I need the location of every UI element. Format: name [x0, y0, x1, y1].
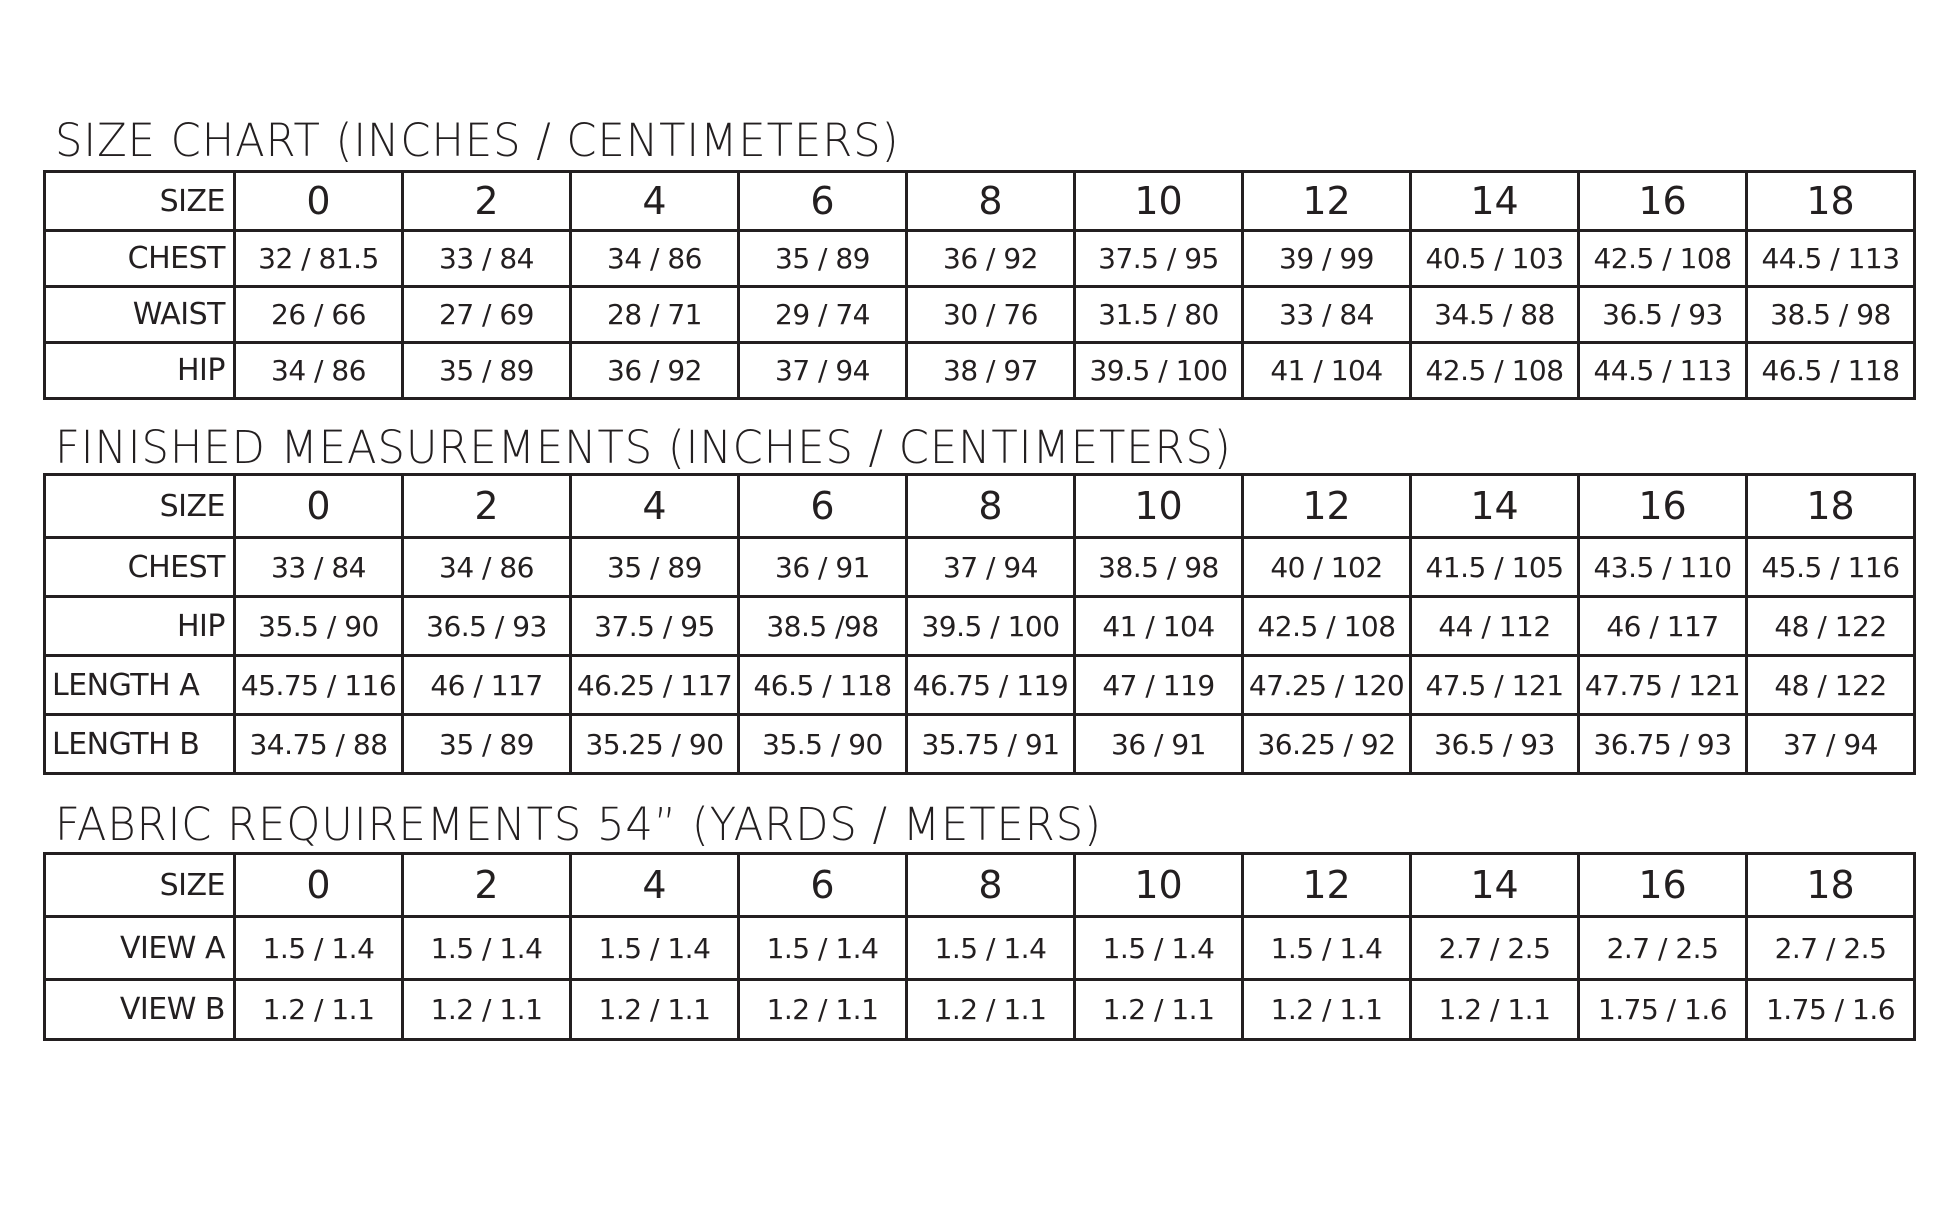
- size-header-cell: 0: [235, 172, 403, 231]
- table-row: [45, 980, 1915, 1040]
- table-cell: 38.5 /98: [739, 597, 907, 656]
- table-cell: 47.75 / 121: [1579, 656, 1747, 715]
- table-cell: 33 / 84: [403, 231, 571, 287]
- table-cell: 30 / 76: [907, 287, 1075, 343]
- table-cell: 36 / 91: [1075, 715, 1243, 774]
- table-cell: 39.5 / 100: [1075, 343, 1243, 399]
- table-cell: 36.25 / 92: [1243, 715, 1411, 774]
- size-header-label: SIZE: [45, 854, 235, 917]
- size-header-cell: 8: [907, 172, 1075, 231]
- size-chart-header-row: [45, 172, 1915, 231]
- table-cell: 38.5 / 98: [1747, 287, 1915, 343]
- table-cell: 45.5 / 116: [1747, 538, 1915, 597]
- table-cell: 1.75 / 1.6: [1747, 980, 1915, 1040]
- table-cell: 35 / 89: [739, 231, 907, 287]
- table-cell: 34.5 / 88: [1411, 287, 1579, 343]
- size-header-cell: 6: [739, 854, 907, 917]
- table-cell: 47 / 119: [1075, 656, 1243, 715]
- table-cell: 42.5 / 108: [1411, 343, 1579, 399]
- table-cell: 37 / 94: [1747, 715, 1915, 774]
- size-header-cell: 4: [571, 854, 739, 917]
- table-cell: 39 / 99: [1243, 231, 1411, 287]
- table-cell: 46.75 / 119: [907, 656, 1075, 715]
- table-row: [45, 343, 1915, 399]
- row-label-hip: HIP: [45, 343, 235, 399]
- size-chart-title: SIZE CHART (INCHES / CENTIMETERS): [55, 114, 900, 167]
- table-cell: 43.5 / 110: [1579, 538, 1747, 597]
- table-cell: 35.5 / 90: [235, 597, 403, 656]
- size-header-cell: 10: [1075, 172, 1243, 231]
- table-cell: 36.75 / 93: [1579, 715, 1747, 774]
- table-row: [45, 715, 1915, 774]
- row-label-length-b: LENGTH B: [45, 715, 235, 774]
- table-row: [45, 538, 1915, 597]
- table-cell: 1.5 / 1.4: [403, 917, 571, 980]
- size-header-cell: 12: [1243, 475, 1411, 538]
- table-cell: 35 / 89: [571, 538, 739, 597]
- table-cell: 41 / 104: [1075, 597, 1243, 656]
- table-cell: 36 / 91: [739, 538, 907, 597]
- table-row: [45, 656, 1915, 715]
- table-cell: 36.5 / 93: [403, 597, 571, 656]
- size-header-cell: 14: [1411, 172, 1579, 231]
- size-header-cell: 6: [739, 475, 907, 538]
- table-cell: 26 / 66: [235, 287, 403, 343]
- size-header-cell: 0: [235, 475, 403, 538]
- table-cell: 33 / 84: [235, 538, 403, 597]
- table-cell: 28 / 71: [571, 287, 739, 343]
- table-cell: 42.5 / 108: [1243, 597, 1411, 656]
- table-cell: 36.5 / 93: [1411, 715, 1579, 774]
- table-cell: 1.5 / 1.4: [571, 917, 739, 980]
- table-cell: 42.5 / 108: [1579, 231, 1747, 287]
- table-cell: 29 / 74: [739, 287, 907, 343]
- table-row: [45, 231, 1915, 287]
- size-chart-table: [43, 170, 1916, 400]
- table-cell: 46 / 117: [1579, 597, 1747, 656]
- finished-measurements-table: [43, 473, 1916, 775]
- table-cell: 1.5 / 1.4: [739, 917, 907, 980]
- table-cell: 37 / 94: [907, 538, 1075, 597]
- table-cell: 40 / 102: [1243, 538, 1411, 597]
- table-cell: 46.25 / 117: [571, 656, 739, 715]
- size-header-cell: 6: [739, 172, 907, 231]
- row-label-length-a: LENGTH A: [45, 656, 235, 715]
- table-cell: 35 / 89: [403, 343, 571, 399]
- size-header-cell: 2: [403, 475, 571, 538]
- size-header-cell: 18: [1747, 854, 1915, 917]
- size-header-cell: 14: [1411, 475, 1579, 538]
- size-header-cell: 16: [1579, 475, 1747, 538]
- table-cell: 1.2 / 1.1: [403, 980, 571, 1040]
- row-label-view-b: VIEW B: [45, 980, 235, 1040]
- row-label-waist: WAIST: [45, 287, 235, 343]
- row-label-chest: CHEST: [45, 231, 235, 287]
- table-cell: 37.5 / 95: [1075, 231, 1243, 287]
- size-header-cell: 10: [1075, 475, 1243, 538]
- table-row: [45, 287, 1915, 343]
- size-header-cell: 16: [1579, 854, 1747, 917]
- size-header-cell: 8: [907, 475, 1075, 538]
- size-header-cell: 4: [571, 172, 739, 231]
- table-cell: 1.5 / 1.4: [235, 917, 403, 980]
- table-cell: 36.5 / 93: [1579, 287, 1747, 343]
- table-cell: 37 / 94: [739, 343, 907, 399]
- table-cell: 36 / 92: [571, 343, 739, 399]
- row-label-hip: HIP: [45, 597, 235, 656]
- finished-measurements-title: FINISHED MEASUREMENTS (INCHES / CENTIMETERS): [55, 421, 1232, 474]
- size-header-cell: 18: [1747, 475, 1915, 538]
- table-cell: 39.5 / 100: [907, 597, 1075, 656]
- table-cell: 35.25 / 90: [571, 715, 739, 774]
- table-cell: 37.5 / 95: [571, 597, 739, 656]
- size-header-cell: 2: [403, 854, 571, 917]
- table-cell: 1.2 / 1.1: [907, 980, 1075, 1040]
- table-cell: 34.75 / 88: [235, 715, 403, 774]
- table-cell: 27 / 69: [403, 287, 571, 343]
- table-cell: 36 / 92: [907, 231, 1075, 287]
- table-cell: 38 / 97: [907, 343, 1075, 399]
- size-header-cell: 0: [235, 854, 403, 917]
- table-cell: 46 / 117: [403, 656, 571, 715]
- fabric-header-row: [45, 854, 1915, 917]
- size-header-cell: 2: [403, 172, 571, 231]
- table-cell: 35.75 / 91: [907, 715, 1075, 774]
- table-row: [45, 917, 1915, 980]
- size-header-cell: 16: [1579, 172, 1747, 231]
- row-label-view-a: VIEW A: [45, 917, 235, 980]
- table-cell: 1.2 / 1.1: [1075, 980, 1243, 1040]
- fabric-requirements-title: FABRIC REQUIREMENTS 54” (YARDS / METERS): [55, 798, 1102, 851]
- table-row: [45, 597, 1915, 656]
- size-header-label: SIZE: [45, 172, 235, 231]
- size-header-cell: 14: [1411, 854, 1579, 917]
- table-cell: 34 / 86: [571, 231, 739, 287]
- row-label-chest: CHEST: [45, 538, 235, 597]
- size-header-cell: 12: [1243, 854, 1411, 917]
- table-cell: 2.7 / 2.5: [1411, 917, 1579, 980]
- table-cell: 35 / 89: [403, 715, 571, 774]
- size-header-cell: 8: [907, 854, 1075, 917]
- table-cell: 34 / 86: [403, 538, 571, 597]
- size-header-cell: 18: [1747, 172, 1915, 231]
- table-cell: 34 / 86: [235, 343, 403, 399]
- table-cell: 1.2 / 1.1: [571, 980, 739, 1040]
- table-cell: 44.5 / 113: [1747, 231, 1915, 287]
- table-cell: 1.75 / 1.6: [1579, 980, 1747, 1040]
- table-cell: 40.5 / 103: [1411, 231, 1579, 287]
- table-cell: 31.5 / 80: [1075, 287, 1243, 343]
- table-cell: 1.5 / 1.4: [907, 917, 1075, 980]
- table-cell: 1.5 / 1.4: [1243, 917, 1411, 980]
- size-header-cell: 10: [1075, 854, 1243, 917]
- table-cell: 32 / 81.5: [235, 231, 403, 287]
- table-cell: 2.7 / 2.5: [1747, 917, 1915, 980]
- table-cell: 46.5 / 118: [739, 656, 907, 715]
- fabric-requirements-table: [43, 852, 1916, 1041]
- table-cell: 1.2 / 1.1: [1411, 980, 1579, 1040]
- table-cell: 41 / 104: [1243, 343, 1411, 399]
- table-cell: 35.5 / 90: [739, 715, 907, 774]
- table-cell: 48 / 122: [1747, 597, 1915, 656]
- table-cell: 44.5 / 113: [1579, 343, 1747, 399]
- table-cell: 41.5 / 105: [1411, 538, 1579, 597]
- size-header-cell: 12: [1243, 172, 1411, 231]
- table-cell: 48 / 122: [1747, 656, 1915, 715]
- table-cell: 1.2 / 1.1: [739, 980, 907, 1040]
- size-header-cell: 4: [571, 475, 739, 538]
- table-cell: 44 / 112: [1411, 597, 1579, 656]
- table-cell: 47.25 / 120: [1243, 656, 1411, 715]
- size-header-label: SIZE: [45, 475, 235, 538]
- table-cell: 1.2 / 1.1: [235, 980, 403, 1040]
- finished-header-row: [45, 475, 1915, 538]
- table-cell: 1.5 / 1.4: [1075, 917, 1243, 980]
- table-cell: 1.2 / 1.1: [1243, 980, 1411, 1040]
- table-cell: 47.5 / 121: [1411, 656, 1579, 715]
- table-cell: 38.5 / 98: [1075, 538, 1243, 597]
- table-cell: 33 / 84: [1243, 287, 1411, 343]
- table-cell: 45.75 / 116: [235, 656, 403, 715]
- table-cell: 2.7 / 2.5: [1579, 917, 1747, 980]
- table-cell: 46.5 / 118: [1747, 343, 1915, 399]
